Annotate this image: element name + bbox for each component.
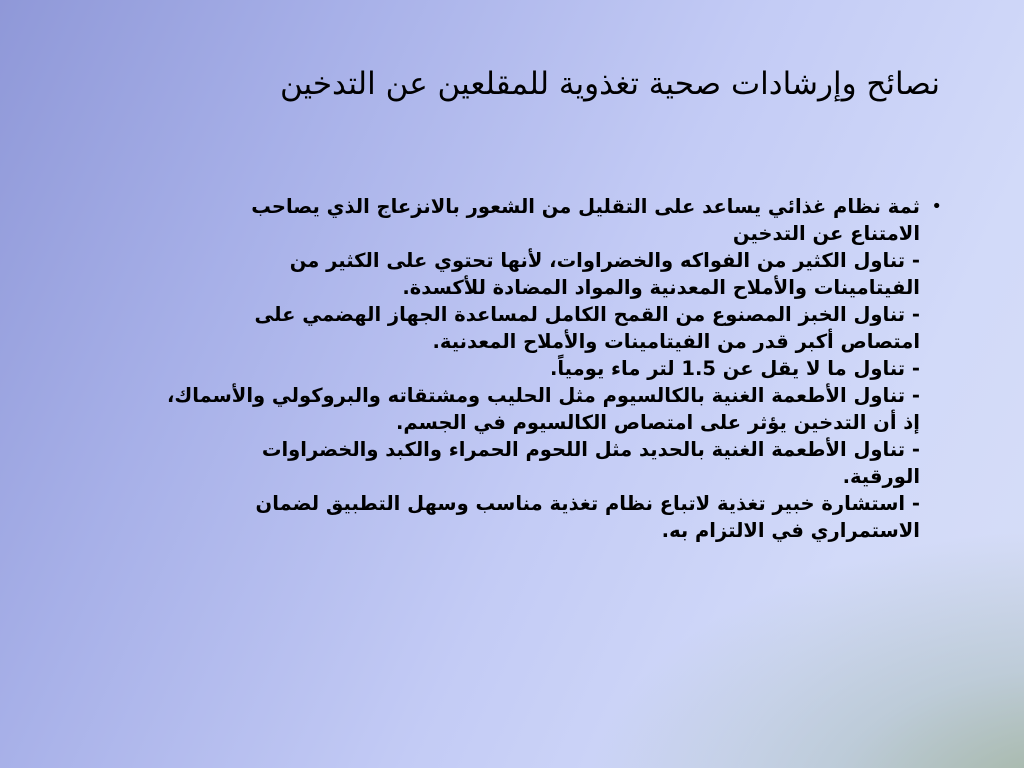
text-line: الاستمراري في الالتزام به. (661, 519, 920, 542)
slide-title: نصائح وإرشادات صحية تغذوية للمقلعين عن التدخين (279, 66, 940, 102)
text-line: الامتناع عن التدخين (732, 222, 920, 245)
text-line: امتصاص أكبر قدر من الفيتامينات والأملاح المعدنية. (432, 330, 920, 353)
text-line: - تناول الخبز المصنوع من القمح الكامل لمساعدة الجهاز الهضمي على (254, 303, 920, 326)
text-line: - تناول ما لا يقل عن 1.5 لتر ماء يومياً. (549, 357, 920, 380)
text-line: الفيتامينات والأملاح المعدنية والمواد المضادة للأكسدة. (402, 276, 920, 299)
text-line: - تناول الكثير من الفواكه والخضراوات، لأنها تحتوي على الكثير من (289, 249, 920, 272)
slide-body (64, 193, 942, 544)
text-line: إذ أن التدخين يؤثر على امتصاص الكالسيوم في الجسم. (395, 411, 920, 434)
text-line: الورقية. (842, 465, 920, 488)
text-line: ثمة نظام غذائي يساعد على التقليل من الشعور بالانزعاج الذي يصاحب (251, 195, 920, 218)
text-line: - استشارة خبير تغذية لاتباع نظام تغذية مناسب وسهل التطبيق لضمان (255, 492, 920, 515)
text-line: - تناول الأطعمة الغنية بالكالسيوم مثل الحليب ومشتقاته والبروكولي والأسماك، (166, 384, 920, 407)
bullet-item (64, 193, 942, 544)
bullet-dot-icon: • (931, 196, 942, 217)
text-line: - تناول الأطعمة الغنية بالحديد مثل اللحوم الحمراء والكبد والخضراوات (261, 438, 920, 461)
